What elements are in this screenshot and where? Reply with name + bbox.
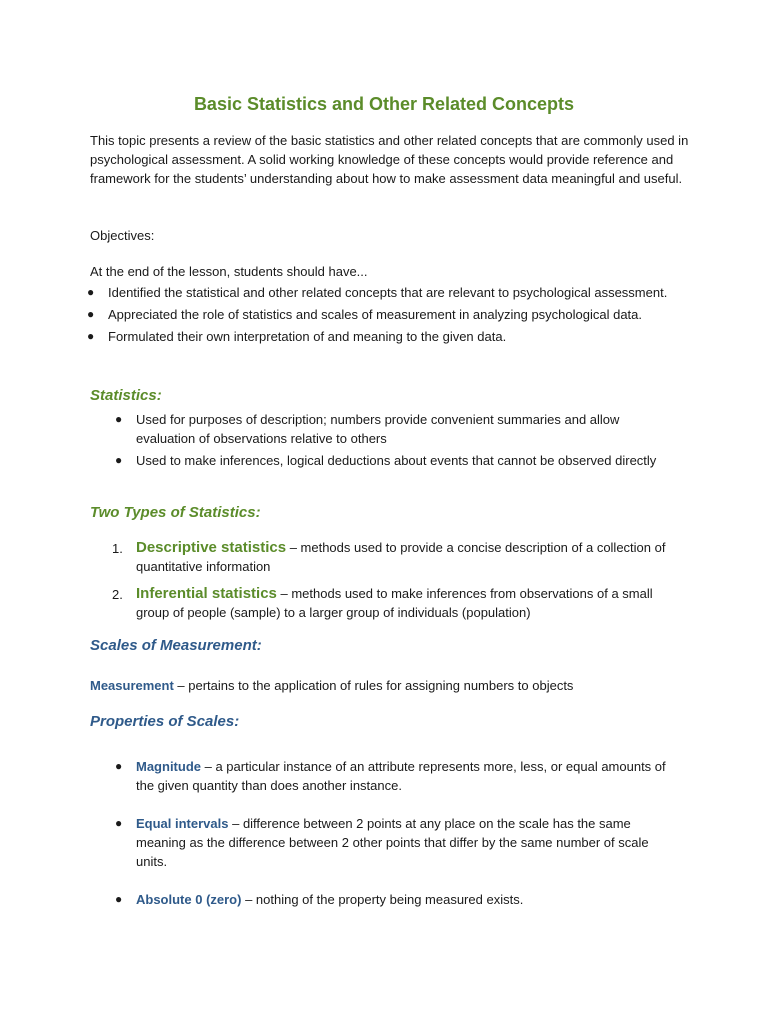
list-item: 2. Inferential statistics – methods used to make inferences from observations of a small group of people (sample) to a larger group of individuals (population) (112, 585, 653, 620)
scales-heading: Scales of Measurement: (90, 637, 262, 654)
list-item: ● Used for purposes of description; numbers provide convenient summaries and allow evaluation of observations relative to others (115, 412, 620, 446)
bullet-icon: ● (115, 892, 123, 906)
list-item: ● Used to make inferences, logical deductions about events that cannot be observed directly (115, 453, 657, 468)
list-item: ● Equal intervals – difference between 2 points at any place on the scale has the same meaning as the difference between 2 other points that differ by the same number of scale units. (115, 816, 649, 869)
list-item: ● Formulated their own interpretation of and meaning to the given data. (87, 329, 507, 344)
list-item: ● Absolute 0 (zero) – nothing of the property being measured exists. (115, 892, 524, 907)
measurement-term: Measurement (90, 678, 174, 693)
bullet-icon: ● (87, 285, 95, 299)
statistics-heading: Statistics: (90, 387, 162, 404)
statistics-list (0, 410, 657, 473)
list-item: 1. Descriptive statistics – methods used to provide a concise description of a collection of quantitative information (112, 539, 666, 574)
list-item: ● Appreciated the role of statistics and scales of measurement in analyzing psychological data. (87, 307, 643, 322)
page-title: Basic Statistics and Other Related Concepts (193, 94, 575, 114)
types-list (0, 538, 768, 630)
types-heading: Two Types of Statistics: (90, 504, 261, 521)
lesson-intro: At the end of the lesson, students should have... (90, 264, 368, 279)
bullet-icon: ● (115, 453, 123, 467)
bullet-icon: ● (87, 329, 95, 343)
measurement-definition: Measurement – pertains to the application of rules for assigning numbers to objects (90, 678, 574, 693)
bullet-icon: ● (115, 412, 123, 426)
bullet-icon: ● (115, 759, 123, 773)
inferential-term: Inferential statistics (136, 585, 277, 602)
objectives-label: Objectives: (90, 228, 155, 243)
descriptive-term: Descriptive statistics (136, 539, 287, 556)
list-item: ● Identified the statistical and other related concepts that are relevant to psychological assessment. (87, 285, 668, 300)
properties-heading: Properties of Scales: (90, 713, 240, 730)
bullet-icon: ● (87, 307, 95, 321)
intro-paragraph: This topic presents a review of the basic statistics and other related concepts that are commonly used in psychological assessment. A solid working knowledge of these concepts would provide reference and framework for the students’ understanding about how to make assessment data meaningful and useful. (90, 133, 689, 186)
list-item: ● Magnitude – a particular instance of an attribute represents more, less, or equal amounts of the given quantity than does another instance. (115, 759, 666, 793)
objectives-list (0, 283, 668, 349)
properties-list (0, 757, 666, 912)
bullet-icon: ● (115, 816, 123, 830)
